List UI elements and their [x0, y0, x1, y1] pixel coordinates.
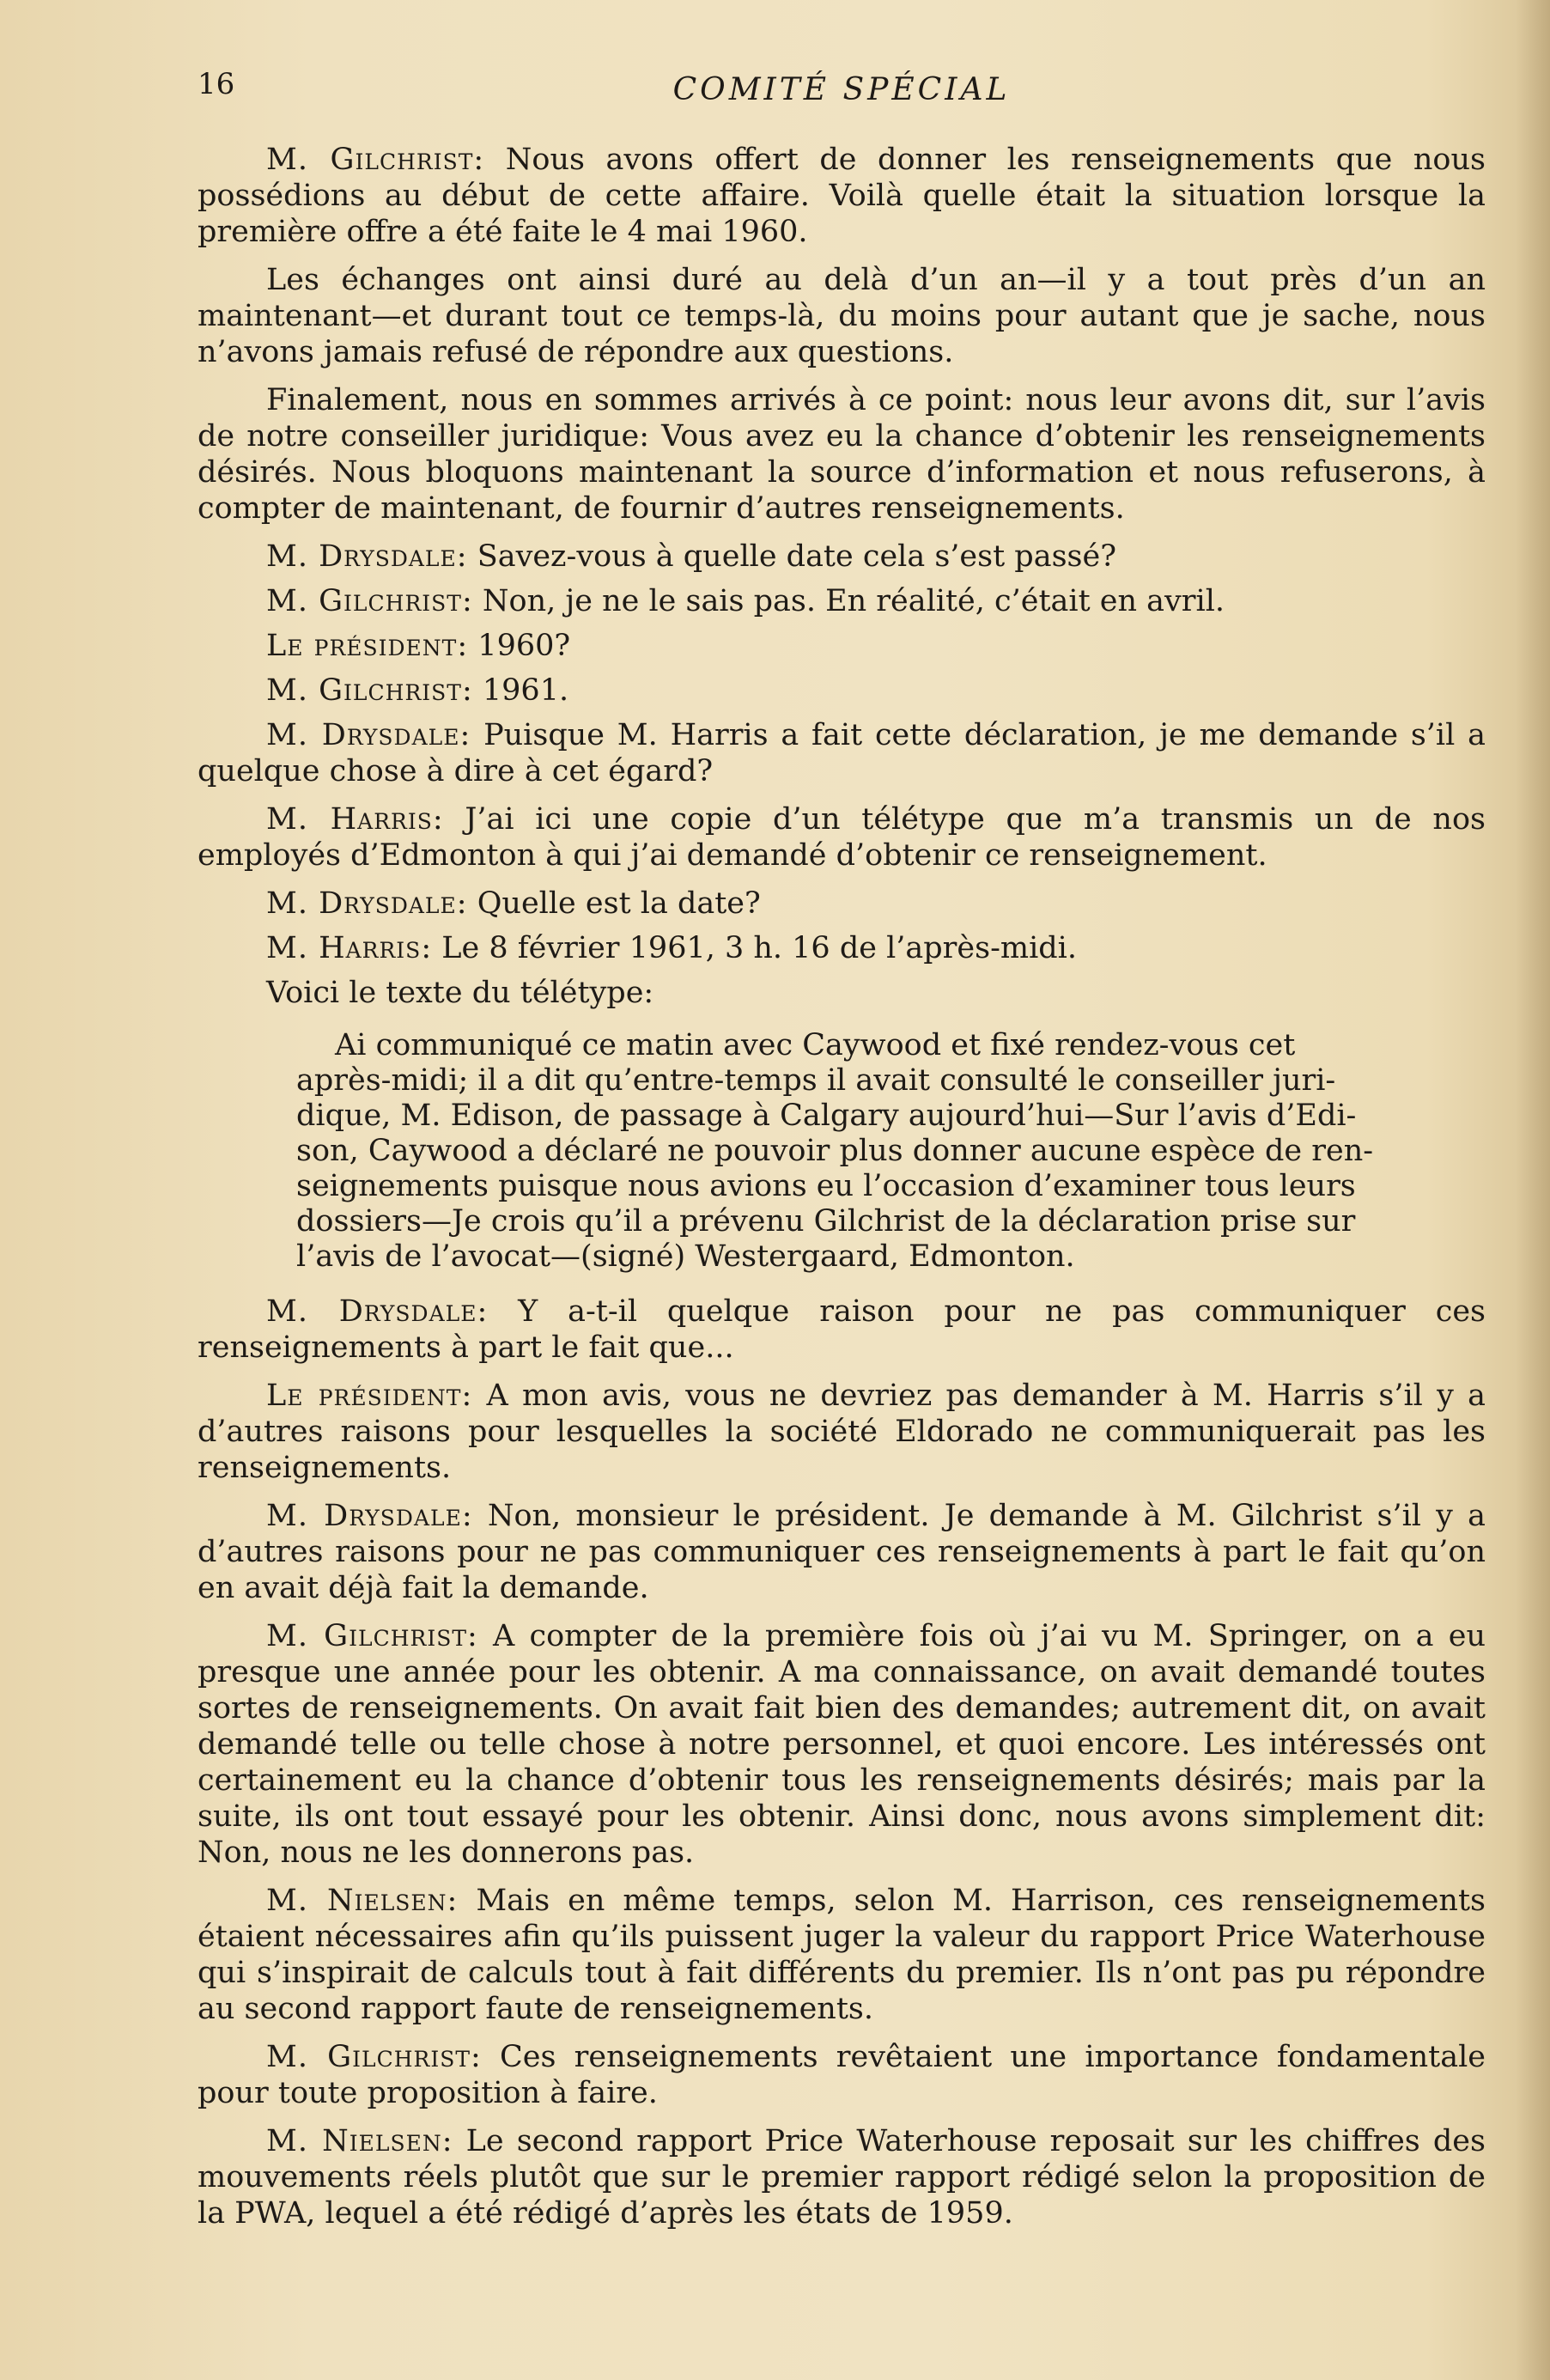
- quote-line: dossiers—Je crois qu’il a prévenu Gilchrist de la déclaration prise sur: [296, 1204, 1356, 1239]
- paragraph: [198, 142, 1486, 250]
- paragraph-text: J’ai ici une copie d’un télétype que m’a transmis un de nos employés d’Edmonton à qui j’ai demandé d’obtenir ce renseignement.: [198, 802, 1486, 873]
- quote-line: Ai communiqué ce matin avec Caywood et fixé rendez-vous cet: [335, 1028, 1296, 1062]
- speaker-label: M. Harris:: [266, 931, 433, 965]
- paragraph: [198, 628, 1486, 664]
- paragraph: [198, 717, 1486, 789]
- speaker-label: M. Drysdale:: [266, 539, 468, 574]
- page-body: [198, 142, 1486, 2243]
- paragraph-text: Puisque M. Harris a fait cette déclaration, je me demande s’il a quelque chose à dire à cet égard?: [198, 718, 1486, 788]
- paragraph-text: Savez-vous à quelle date cela s’est passé?: [477, 539, 1116, 574]
- speaker-label: Le président:: [266, 629, 469, 663]
- paragraph: [198, 539, 1486, 575]
- paragraph: [198, 382, 1486, 527]
- paragraph-text: Mais en même temps, selon M. Harrison, ces renseignements étaient nécessaires afin qu’ils puissent juger la valeur du rapport Price Waterhouse qui s’inspirait de calculs tout à fait différents du premier. Ils n’ont pas pu répondre au second rapport faute de renseignements.: [198, 1884, 1486, 2026]
- speaker-label: M. Drysdale:: [266, 718, 471, 752]
- paragraph: [198, 975, 1486, 1011]
- speaker-label: M. Harris:: [266, 802, 444, 837]
- paragraph: [198, 801, 1486, 873]
- page-number: 16: [198, 67, 235, 101]
- paragraph-text: A mon avis, vous ne devriez pas demander à M. Harris s’il y a d’autres raisons pour lesquelles la société Eldorado ne communiquerait pas les renseignements.: [198, 1379, 1486, 1485]
- paragraph: [198, 886, 1486, 922]
- speaker-label: M. Gilchrist:: [266, 584, 473, 618]
- speaker-label: M. Drysdale:: [266, 1499, 473, 1533]
- speaker-label: M. Nielsen:: [266, 1884, 459, 1918]
- paragraph-text: A compter de la première fois où j’ai vu M. Springer, on a eu presque une année pour les obtenir. A ma connaissance, on avait demandé toutes sortes de renseignements. On avait fait bien des demandes; autrement dit, on avait demandé telle ou telle chose à notre personnel, et quoi encore. Les intéressés ont certainement eu la chance d’obtenir tous les renseignements désirés; mais par la suite, ils ont tout essayé pour les obtenir. Ainsi donc, nous avons simplement dit: Non, nous ne les donnerons pas.: [198, 1619, 1486, 1870]
- paragraph: [198, 1618, 1486, 1871]
- paragraph: [198, 1498, 1486, 1606]
- paragraph-text: Ces renseignements revêtaient une importance fondamentale pour toute proposition à faire.: [198, 2040, 1486, 2110]
- paragraph-text: Voici le texte du télétype:: [266, 976, 654, 1010]
- paragraph-text: Non, je ne le sais pas. En réalité, c’était en avril.: [482, 584, 1225, 618]
- quote-line: dique, M. Edison, de passage à Calgary aujourd’hui—Sur l’avis d’Edi-: [296, 1099, 1357, 1133]
- quote-line: seignements puisque nous avions eu l’occasion d’examiner tous leurs: [296, 1169, 1356, 1203]
- paragraph: [198, 583, 1486, 619]
- paragraph: [198, 262, 1486, 370]
- paragraph: [198, 1293, 1486, 1366]
- paragraph-text: Quelle est la date?: [477, 886, 761, 921]
- quote-line: son, Caywood a déclaré ne pouvoir plus donner aucune espèce de ren-: [296, 1134, 1374, 1168]
- speaker-label: M. Nielsen:: [266, 2124, 453, 2158]
- page-edge-shadow: [1516, 0, 1550, 2380]
- paragraph: [198, 930, 1486, 966]
- paragraph-text: Y a-t-il quelque raison pour ne pas communiquer ces renseignements à part le fait que...: [198, 1294, 1486, 1365]
- speaker-label: M. Gilchrist:: [266, 2040, 482, 2074]
- page-header: [198, 67, 1486, 119]
- speaker-label: M. Gilchrist:: [266, 1619, 478, 1653]
- paragraph-text: Nous avons offert de donner les renseignements que nous possédions au début de cette affaire. Voilà quelle était la situation lorsque la première offre a été faite le 4 mai 1960.: [198, 143, 1486, 249]
- paragraph: [198, 673, 1486, 709]
- quote-line: après-midi; il a dit qu’entre-temps il avait consulté le conseiller juri-: [296, 1063, 1336, 1098]
- quote-line: l’avis de l’avocat—(signé) Westergaard, Edmonton.: [296, 1239, 1075, 1274]
- paragraph-text: Finalement, nous en sommes arrivés à ce point: nous leur avons dit, sur l’avis de notre conseiller juridique: Vous avez eu la chance d’obtenir les renseignements désirés. Nous bloquons maintenant la source d’information et nous refuserons, à compter de maintenant, de fournir d’autres renseignements.: [198, 383, 1486, 526]
- speaker-label: M. Gilchrist:: [266, 673, 473, 708]
- paragraph: [198, 1378, 1486, 1486]
- running-title: COMITÉ SPÉCIAL: [672, 72, 1011, 107]
- paragraph: [198, 2123, 1486, 2231]
- paragraph-text: 1961.: [482, 673, 569, 708]
- speaker-label: M. Gilchrist:: [266, 143, 485, 177]
- paragraph-text: Non, monsieur le président. Je demande à M. Gilchrist s’il y a d’autres raisons pour ne pas communiquer ces renseignements à part le fait qu’on en avait déjà fait la demande.: [198, 1499, 1486, 1605]
- paragraph-text: Les échanges ont ainsi duré au delà d’un an—il y a tout près d’un an maintenant—et durant tout ce temps-là, du moins pour autant que je sache, nous n’avons jamais refusé de répondre aux questions.: [198, 263, 1486, 369]
- paragraph: [198, 1883, 1486, 2027]
- paragraph-text: Le second rapport Price Waterhouse reposait sur les chiffres des mouvements réels plutôt que sur le premier rapport rédigé selon la proposition de la PWA, lequel a été rédigé d’après les états de 1959.: [198, 2124, 1486, 2231]
- speaker-label: M. Drysdale:: [266, 886, 468, 921]
- speaker-label: Le président:: [266, 1379, 473, 1413]
- paragraph-text: Le 8 février 1961, 3 h. 16 de l’après-midi.: [441, 931, 1078, 965]
- paragraph-text: 1960?: [477, 629, 571, 663]
- speaker-label: M. Drysdale:: [266, 1294, 489, 1329]
- teletype-quote: [296, 1028, 1486, 1275]
- paragraph: [198, 2039, 1486, 2111]
